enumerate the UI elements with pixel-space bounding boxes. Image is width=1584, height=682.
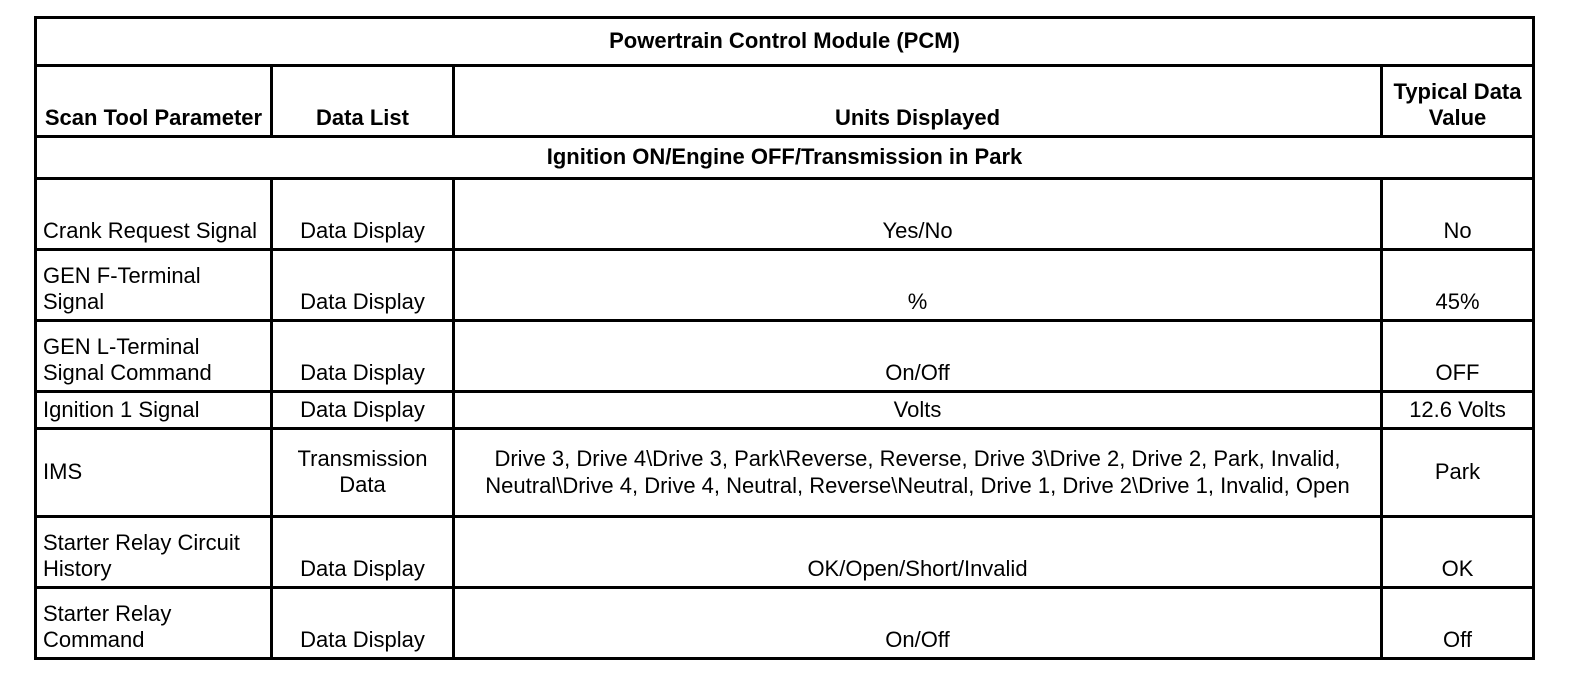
section-row — [36, 137, 1534, 179]
pcm-data-table-container — [34, 16, 1532, 660]
table-row — [36, 250, 1534, 321]
cell-typical: OFF — [1382, 321, 1534, 392]
cell-typical: 45% — [1382, 250, 1534, 321]
table-title: Powertrain Control Module (PCM) — [36, 18, 1534, 66]
header-typical: Typical Data Value — [1382, 66, 1534, 137]
cell-typical: Park — [1382, 429, 1534, 517]
cell-data-list: Data Display — [272, 179, 454, 250]
cell-units: OK/Open/Short/Invalid — [454, 517, 1382, 588]
header-parameter: Scan Tool Parameter — [36, 66, 272, 137]
table-header-row — [36, 66, 1534, 137]
cell-typical: No — [1382, 179, 1534, 250]
cell-parameter: Crank Request Signal — [36, 179, 272, 250]
table-row — [36, 588, 1534, 659]
cell-units: % — [454, 250, 1382, 321]
table-title-row — [36, 18, 1534, 66]
header-units: Units Displayed — [454, 66, 1382, 137]
section-title: Ignition ON/Engine OFF/Transmission in Park — [36, 137, 1534, 179]
cell-parameter: Starter Relay Command — [36, 588, 272, 659]
cell-parameter: Starter Relay Circuit History — [36, 517, 272, 588]
cell-data-list: Transmission Data — [272, 429, 454, 517]
cell-units: On/Off — [454, 588, 1382, 659]
table-row — [36, 517, 1534, 588]
cell-units: Yes/No — [454, 179, 1382, 250]
cell-parameter: Ignition 1 Signal — [36, 392, 272, 429]
table-row — [36, 179, 1534, 250]
cell-parameter: GEN F-Terminal Signal — [36, 250, 272, 321]
cell-data-list: Data Display — [272, 392, 454, 429]
cell-parameter: IMS — [36, 429, 272, 517]
cell-data-list: Data Display — [272, 321, 454, 392]
cell-typical: 12.6 Volts — [1382, 392, 1534, 429]
cell-units: Volts — [454, 392, 1382, 429]
cell-data-list: Data Display — [272, 588, 454, 659]
cell-units: Drive 3, Drive 4\Drive 3, Park\Reverse, Reverse, Drive 3\Drive 2, Drive 2, Park, Invalid, Neutral\Drive 4, Drive 4, Neutral, Reverse\Neutral, Drive 1, Drive 2\Drive 1, Invalid, Open — [454, 429, 1382, 517]
cell-typical: OK — [1382, 517, 1534, 588]
cell-data-list: Data Display — [272, 250, 454, 321]
cell-typical: Off — [1382, 588, 1534, 659]
header-data-list: Data List — [272, 66, 454, 137]
cell-data-list: Data Display — [272, 517, 454, 588]
table-row — [36, 392, 1534, 429]
cell-parameter: GEN L-Terminal Signal Command — [36, 321, 272, 392]
cell-units: On/Off — [454, 321, 1382, 392]
table-row — [36, 429, 1534, 517]
pcm-data-table — [34, 16, 1535, 660]
table-row — [36, 321, 1534, 392]
